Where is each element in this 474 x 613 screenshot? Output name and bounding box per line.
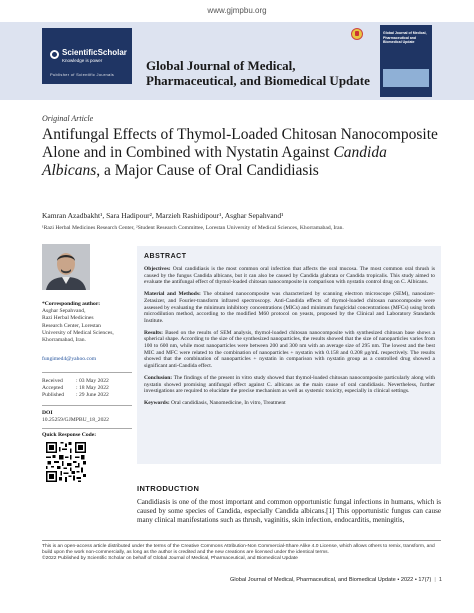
copyright-text: ©2022 Published by Scientific Scholar on behalf of Global Journal of Medical, Pharmaceutical, and Biomedical Update	[42, 556, 298, 562]
publisher-logo-icon	[50, 50, 59, 59]
qr-code-icon[interactable]	[46, 442, 86, 482]
journal-title: Global Journal of Medical, Pharmaceutical, and Biomedical Update	[146, 58, 370, 88]
corr-line: Asghar Sepahvand,	[42, 308, 86, 315]
journal-cover-thumbnail	[380, 25, 432, 97]
date-label: Received	[42, 378, 63, 384]
title-part-1: Antifungal Effects of Thymol-Loaded Chitosan Nanocomposite Alone and in Combined with Nystatin Against	[42, 126, 438, 161]
section-text: Oral candidiasis is the most common oral infection that affects the oral mucosa. The most common oral thrush is caused by the fungus Candida albicans, but it can also be caused by Candida glabrata or Candida tropicalis. This study aimed to evaluate the antifungal effect of thymol-loaded chitosan nanocomposite in comparison with nystatin control drug on C. Albicans.	[144, 266, 435, 286]
qr-label: Quick Response Code:	[42, 432, 97, 438]
abstract-conclusion	[144, 375, 435, 395]
abstract-keywords	[144, 400, 435, 407]
section-text: Based on the results of SEM analysis, thymol-loaded chitosan nanocomposite with synthesized chitosan base shows a spherical shape. According to the size of the synthesized nanoparticles, the results showed that the size of nanoparticles varies from 100 to 600 nm, while most nanoparticles were between 200 and 300 nm with an average size of 295 nm. The lowest and the best MIC and MFC were related to the combination of nanoparticles + nystatin with 0.158 and 0.208 μg/mL respectively. The results showed that the combination of nanoparticles + nystatin in comparison with nystatin group as a controlled drug showed a significant anti-Candida effect.	[144, 329, 435, 370]
sidebar-divider	[42, 405, 132, 406]
introduction-text: Candidiasis is one of the most important and common opportunistic fungal infections in humans, which is caused by some species of Candida, especially Candida albicans.[1] This opportunistic fungus can cause many clinical manifestations such as thrush, vaginitis, skin infection, endocarditis, meningitis,	[137, 498, 441, 525]
doi-label: DOI	[42, 410, 53, 416]
doi-block	[42, 410, 132, 424]
article-title	[42, 126, 442, 180]
section-label: Objectives:	[144, 266, 171, 272]
article-type: Original Article	[42, 114, 94, 123]
affiliations: ¹Razi Herbal Medicines Research Center, ²Student Research Committee, Lorestan University of Medical Sciences, Khorramabad, Iran.	[42, 225, 344, 231]
section-label: Material and Methods:	[144, 291, 201, 298]
publisher-logo	[42, 28, 132, 84]
page-number: 1	[438, 577, 442, 583]
crossmark-icon[interactable]	[351, 28, 363, 40]
sidebar-divider	[42, 372, 132, 373]
abstract-objectives	[144, 266, 435, 286]
introduction-heading: INTRODUCTION	[137, 484, 200, 493]
cover-title: Global Journal of Medical, Pharmaceutical and Biomedical Update	[383, 31, 427, 44]
cover-image-strip	[383, 69, 429, 87]
footer-journal-citation: Global Journal of Medical, Pharmaceutical, and Biomedical Update • 2022 • 17(7)	[230, 577, 432, 583]
date-value: : 18 May 2022	[76, 385, 109, 392]
title-italic: Candida Albicans	[42, 144, 387, 179]
article-dates	[42, 378, 132, 400]
author-list: Kamran Azadbakht¹, Sara Hadipour², Marzieh Rashidipour¹, Asghar Sepahvand¹	[42, 211, 284, 220]
date-value: : 29 June 2022	[76, 392, 109, 399]
section-label: Results:	[144, 329, 163, 336]
corresponding-email-link[interactable]: fungimed4@yahoo.com	[42, 356, 97, 362]
date-row	[42, 378, 132, 385]
date-row	[42, 385, 132, 392]
title-part-2: , a Major Cause of Oral Candidiasis	[96, 162, 319, 179]
corr-line: Razi Herbal Medicines	[42, 315, 94, 322]
section-label: Conclusion:	[144, 374, 173, 381]
publisher-name: ScientificScholar	[62, 48, 127, 57]
abstract-box	[137, 246, 441, 464]
page-footer	[42, 577, 442, 583]
footer-separator: |	[434, 577, 436, 583]
license-text: This is an open-access article distributed under the terms of the Creative Commons Attribution-Non Commercial-Share Alike 4.0 License, which allows others to remix, transform, and build upon the work non-commercially, as long as the author is credited and the new creations are licensed under the identical terms.	[42, 544, 435, 556]
section-text: The findings of the present in vitro study showed that thymol-loaded chitosan nanocomposite particularly along with nystatin showed promising antifungal effect against C. albicans as the main cause of oral candidiasis. Nevertheless, further investigations are required to elucidate the precise mechanism as well as systemic toxicity, especially in clinical settings.	[144, 374, 435, 395]
publisher-subline: Publisher of Scientific Journals	[50, 72, 115, 77]
date-value: : 03 May 2022	[76, 378, 109, 384]
footer-divider	[42, 540, 441, 541]
sidebar-divider	[42, 428, 132, 429]
corr-line: Research Center, Lorestan	[42, 322, 101, 329]
section-text: The obtained nanocomposite was characterized by scanning electron microscope (SEM), nanosizer-Zetasizer, and Fourier-transform infrared spectroscopy. Anti-Candida effects of thymol-loaded chitosan nanocomposite were assessed by evaluating the minimum inhibitory concentrations (MICs) and minimum fungicidal concentrations (MFCs) using broth microdilution method, according to the modified M60 protocol on yeasts, proposed by the Clinical and Laboratory Standards Institute.	[144, 291, 435, 324]
abstract-heading: ABSTRACT	[144, 253, 187, 260]
corr-line: University of Medical Sciences,	[42, 329, 114, 336]
abstract-methods	[144, 291, 435, 325]
corresponding-author-block	[42, 301, 132, 344]
license-notice	[42, 544, 442, 563]
abstract-results	[144, 330, 435, 370]
section-text: Oral candidiasis, Nanomedicine, In vitro, Treatment	[171, 399, 286, 406]
corr-line: Khorramabad, Iran.	[42, 337, 86, 344]
site-url[interactable]: www.gjmpbu.org	[207, 6, 267, 15]
date-label: Accepted	[42, 385, 64, 392]
section-label: Keywords:	[144, 399, 170, 406]
corresponding-author-label: *Corresponding author:	[42, 301, 101, 307]
author-photo	[42, 244, 90, 290]
date-row	[42, 392, 132, 399]
publisher-tagline: Knowledge is power	[62, 58, 103, 63]
doi-value[interactable]: 10.25259/GJMPBU_18_2022	[42, 417, 109, 424]
date-label: Published	[42, 392, 65, 399]
